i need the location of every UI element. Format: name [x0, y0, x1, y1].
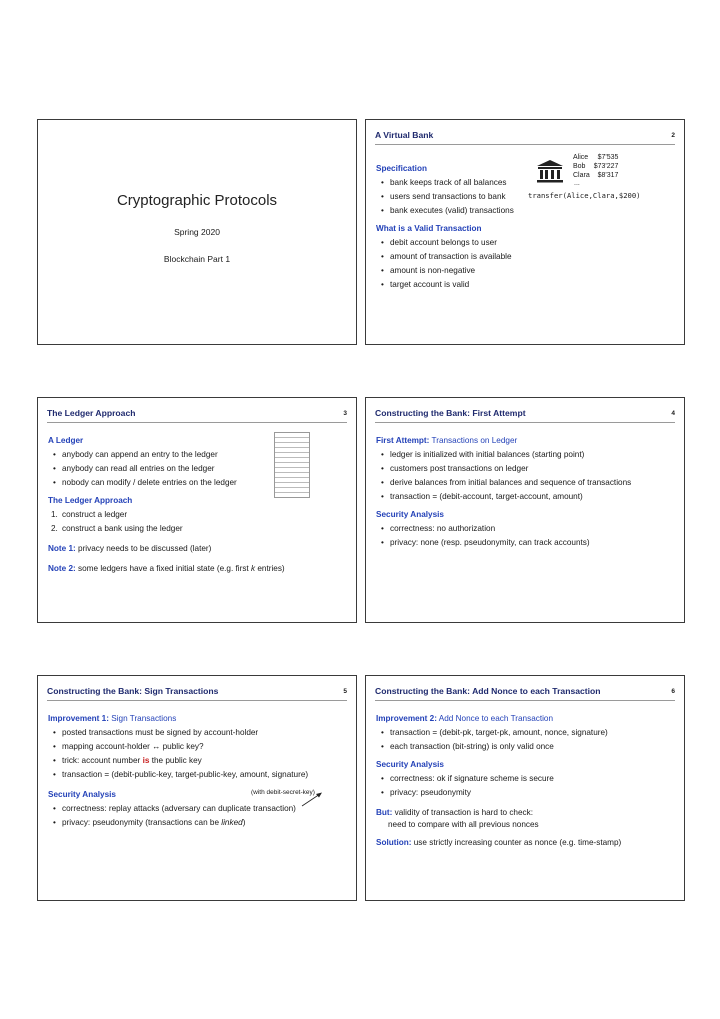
slide-term: Spring 2020	[174, 227, 220, 237]
slide-ledger-approach	[37, 397, 357, 623]
list-item: • anybody can append an entry to the ledger	[48, 448, 347, 462]
section-heading: Security Analysis	[376, 760, 444, 769]
list-item: • anybody can read all entries on the ledger	[48, 462, 347, 476]
list-item: • transaction = (debit-public-key, target-public-key, amount, signature)	[48, 768, 347, 782]
item-text: the public key	[151, 756, 202, 765]
list-item: • ledger is initialized with initial balances (starting point)	[376, 448, 675, 462]
list-item: • posted transactions must be signed by account-holder	[48, 726, 347, 740]
table-row	[573, 162, 618, 171]
list-item	[48, 754, 347, 768]
but-note	[376, 806, 675, 820]
bullet-list	[376, 522, 675, 550]
but-note-detail: need to compare with all previous nonces	[388, 820, 539, 829]
list-item: • nobody can modify / delete entries on the ledger	[48, 476, 347, 490]
slide-add-nonce	[365, 675, 685, 901]
slide-header	[375, 404, 675, 423]
list-item: • privacy: pseudonymity	[376, 786, 675, 800]
note-text: some ledgers have a fixed initial state (e.g. first	[78, 564, 249, 573]
list-item: • customers post transactions on ledger	[376, 462, 675, 476]
slide-number: 5	[343, 688, 347, 695]
bullet-list	[376, 726, 675, 754]
slide-first-attempt	[365, 397, 685, 623]
item-text: )	[242, 818, 246, 827]
slide-header	[47, 682, 347, 701]
account-balance: $73'227	[593, 163, 619, 170]
heading-text: Add Nonce to each Transaction	[438, 714, 554, 723]
list-item: • each transaction (bit-string) is only valid once	[376, 740, 675, 754]
slide-number: 2	[671, 132, 675, 139]
note-variable: k	[250, 564, 256, 573]
account-name: Bob	[573, 163, 586, 170]
slide-number: 6	[671, 688, 675, 695]
list-item	[48, 508, 347, 522]
step-number: 2.	[51, 524, 58, 533]
list-item: • privacy: none (resp. pseudonymity, can track accounts)	[376, 536, 675, 550]
bidirectional-arrow-icon: ↔	[152, 742, 161, 751]
item-text: privacy: pseudonymity (transactions can be	[62, 818, 220, 827]
bullet-list	[48, 448, 347, 490]
step-text: construct a bank using the ledger	[62, 524, 183, 533]
slide-title: Constructing the Bank: First Attempt	[375, 408, 526, 418]
note-label: Solution:	[376, 838, 412, 847]
step-number: 1.	[51, 510, 58, 519]
section-heading	[376, 434, 675, 448]
slide-title: The Ledger Approach	[47, 408, 136, 418]
note-label: Note 2:	[48, 564, 76, 573]
note-text: privacy needs to be discussed (later)	[78, 544, 212, 553]
slide-title: Constructing the Bank: Add Nonce to each Transaction	[375, 686, 601, 696]
list-item: • transaction = (debit-account, target-account, amount)	[376, 490, 675, 504]
table-row	[573, 153, 618, 162]
slide-number: 3	[343, 410, 347, 417]
note-label: But:	[376, 808, 393, 817]
list-item: • amount is non-negative	[376, 264, 675, 278]
list-item: • users send transactions to bank	[376, 190, 675, 204]
list-item: • amount of transaction is available	[376, 250, 675, 264]
slide-body	[48, 709, 347, 834]
bank-icon	[536, 159, 564, 183]
heading-text: Transactions on Ledger	[431, 436, 518, 445]
solution-note	[376, 836, 675, 850]
slide-part: Blockchain Part 1	[163, 254, 231, 264]
account-name: Clara	[573, 172, 590, 179]
note-1	[48, 542, 347, 556]
slide-title: Constructing the Bank: Sign Transactions	[47, 686, 219, 696]
annotation-arrow-icon	[300, 791, 324, 807]
note-label: Note 1:	[48, 544, 76, 553]
slide-header	[375, 126, 675, 145]
slide-body	[376, 153, 675, 296]
emphasis-text: linked	[221, 818, 243, 827]
slide-body	[48, 431, 347, 576]
bullet-list	[376, 772, 675, 800]
list-item: • transaction = (debit-pk, target-pk, amount, nonce, signature)	[376, 726, 675, 740]
list-item	[48, 740, 347, 754]
heading-label: First Attempt:	[376, 436, 430, 445]
slide-number: 4	[671, 410, 675, 417]
slide-title: A Virtual Bank	[375, 130, 434, 140]
list-item: • correctness: replay attacks (adversary can duplicate transaction)	[48, 802, 347, 816]
account-balance: $7'535	[597, 154, 619, 161]
bullet-list	[376, 448, 675, 504]
ellipsis: ...	[574, 180, 580, 187]
slide-title	[37, 119, 357, 345]
slide-body	[376, 709, 675, 850]
list-item: • bank executes (valid) transactions	[376, 204, 675, 218]
section-heading: Security Analysis	[48, 790, 116, 799]
slide-header	[375, 682, 675, 701]
list-item: • derive balances from initial balances and sequence of transactions	[376, 476, 675, 490]
balances-table	[573, 153, 618, 180]
transfer-example: transfer(Alice,Clara,$200)	[528, 191, 641, 200]
signature-annotation: (with debit-secret-key)	[251, 789, 315, 796]
bullet-list	[376, 236, 675, 292]
account-balance: $8'317	[597, 172, 619, 179]
slide-header	[47, 404, 347, 423]
note-2	[48, 562, 347, 576]
section-heading: What is a Valid Transaction	[376, 224, 482, 233]
section-heading: Specification	[376, 164, 427, 173]
heading-label: Improvement 1:	[48, 714, 109, 723]
bullet-list	[48, 726, 347, 782]
list-item	[48, 522, 347, 536]
slide-main-title: Cryptographic Protocols	[116, 192, 278, 209]
section-heading: The Ledger Approach	[48, 496, 133, 505]
list-item: • correctness: ok if signature scheme is secure	[376, 772, 675, 786]
list-item: • bank keeps track of all balances	[376, 176, 675, 190]
item-text: mapping account-holder	[62, 742, 150, 751]
table-row	[573, 171, 618, 180]
list-item	[48, 816, 347, 830]
numbered-list	[48, 508, 347, 536]
heading-text: Sign Transactions	[111, 714, 177, 723]
heading-label: Improvement 2:	[376, 714, 437, 723]
section-heading	[48, 712, 347, 726]
list-item: • debit account belongs to user	[376, 236, 675, 250]
item-text: trick: account number	[62, 756, 141, 765]
emphasis-text: is	[142, 756, 150, 765]
slide-sign-transactions	[37, 675, 357, 901]
list-item: • correctness: no authorization	[376, 522, 675, 536]
section-heading: Security Analysis	[376, 510, 444, 519]
section-heading: A Ledger	[48, 436, 84, 445]
note-text: validity of transaction is hard to check:	[394, 808, 534, 817]
list-item: • target account is valid	[376, 278, 675, 292]
account-name: Alice	[573, 154, 589, 161]
section-heading	[376, 712, 675, 726]
note-text: use strictly increasing counter as nonce (e.g. time-stamp)	[413, 838, 622, 847]
slide-virtual-bank	[365, 119, 685, 345]
item-text: public key?	[162, 742, 204, 751]
slide-body	[376, 431, 675, 554]
step-text: construct a ledger	[62, 510, 128, 519]
note-text: entries)	[257, 564, 285, 573]
